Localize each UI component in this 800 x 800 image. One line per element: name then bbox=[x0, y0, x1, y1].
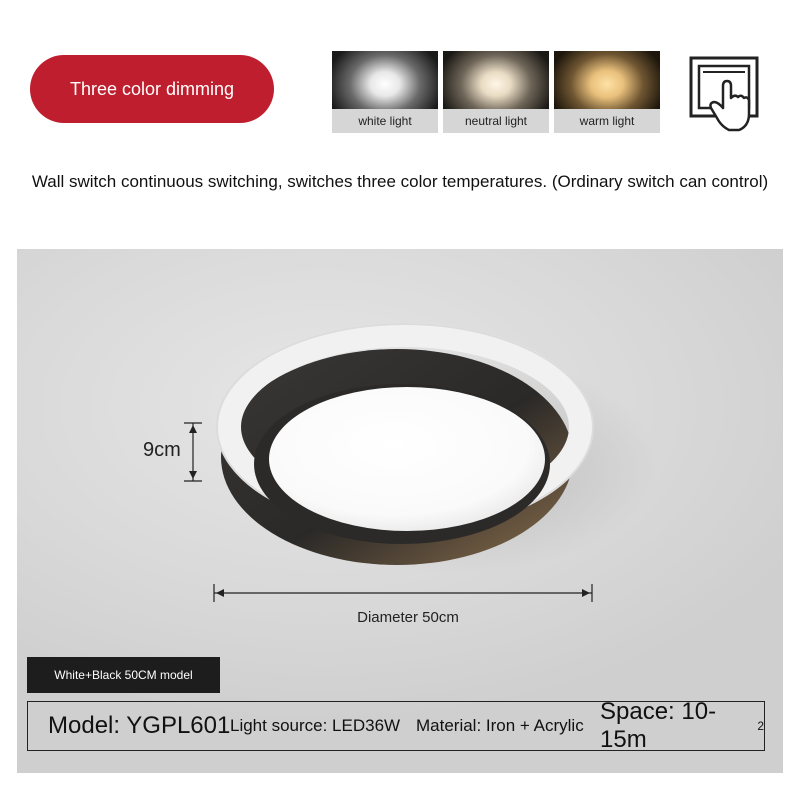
product-photo bbox=[17, 249, 783, 773]
ceiling-lamp-illustration bbox=[17, 249, 783, 773]
warm-light-swatch bbox=[554, 51, 660, 133]
neutral-light-swatch bbox=[443, 51, 549, 133]
height-label: 9cm bbox=[143, 439, 181, 461]
warm-light-label: warm light bbox=[554, 109, 660, 133]
spec-bar bbox=[27, 698, 765, 753]
model-variant-tag: White+Black 50CM model bbox=[27, 657, 220, 693]
white-light-swatch bbox=[332, 51, 438, 133]
wall-switch-hand-icon bbox=[689, 56, 761, 134]
model-spec: Model: YGPL601 bbox=[48, 712, 231, 739]
white-light-label: white light bbox=[332, 109, 438, 133]
space-spec-superscript: 2 bbox=[757, 719, 764, 733]
neutral-light-label: neutral light bbox=[443, 109, 549, 133]
light-source-spec: Light source: LED36W bbox=[230, 716, 401, 735]
material-spec: Material: Iron + Acrylic bbox=[416, 716, 584, 735]
warm-light-glow bbox=[554, 51, 660, 111]
three-color-dimming-badge: Three color dimming bbox=[30, 55, 274, 123]
white-light-glow bbox=[332, 51, 438, 111]
space-spec bbox=[600, 698, 764, 753]
diameter-label: Diameter 50cm bbox=[357, 609, 459, 626]
switch-caption: Wall switch continuous switching, switches three color temperatures. (Ordinary switch can control) bbox=[31, 172, 769, 191]
neutral-light-glow bbox=[443, 51, 549, 111]
space-spec-text: Space: 10-15m bbox=[600, 698, 717, 753]
